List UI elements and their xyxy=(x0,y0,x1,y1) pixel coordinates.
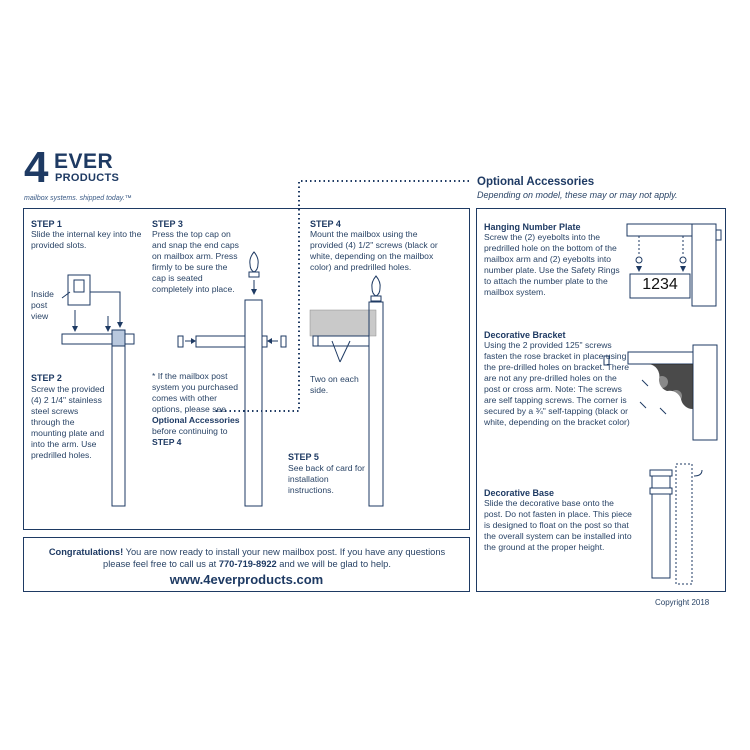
step5-text: See back of card for installation instructions. xyxy=(288,463,365,495)
note-mid: before continuing to xyxy=(152,426,228,436)
optional-accessories-subtitle: Depending on model, these may or may not apply. xyxy=(477,190,678,200)
base-text: Slide the decorative base onto the post. Do not fasten in place. This piece is designed to float on the post so that the overall system can be installed into the ground at the proper height. xyxy=(484,498,632,552)
bracket-title: Decorative Bracket xyxy=(484,330,566,340)
step3-note xyxy=(152,371,244,448)
step3-text: Press the top cap on and snap the end caps on mailbox arm. Press firmly to be sure the cap is seated completely into place. xyxy=(152,229,239,294)
step1-title: STEP 1 xyxy=(31,219,62,229)
step5-title: STEP 5 xyxy=(288,452,319,462)
logo-word-products: PRODUCTS xyxy=(55,172,120,184)
step2-text: Screw the provided (4) 2 1/4" stainless steel screws through the mounting plate and into the arm. Use predrilled holes. xyxy=(31,384,105,460)
copyright: Copyright 2018 xyxy=(655,598,710,607)
note-optional-accessories: Optional Accessories xyxy=(152,415,240,425)
note-step4: STEP 4 xyxy=(152,437,182,447)
congrats-phone[interactable]: 770-719-8922 xyxy=(218,559,277,569)
note-pre: * If the mailbox post system you purchased comes with other options, please see xyxy=(152,371,238,414)
logo-word-ever: EVER xyxy=(54,150,114,173)
optional-accessories-title: Optional Accessories xyxy=(477,176,595,188)
step3-title: STEP 3 xyxy=(152,219,183,229)
step4-title: STEP 4 xyxy=(310,219,341,229)
step1-text: Slide the internal key into the provided slots. xyxy=(31,229,142,250)
hanging-plate-text: Screw the (2) eyebolts into the predrilled hole on the bottom of the mailbox arm and (2) eyebolts into number plate. Use the Safety Rings to attach the number plate to the mailbox system. xyxy=(484,232,620,297)
logo-number: 4 xyxy=(24,143,49,192)
brand-tagline: mailbox systems. shipped today.™ xyxy=(24,195,132,202)
brand-logo xyxy=(24,143,174,196)
step4-text: Mount the mailbox using the provided (4) 1/2" screws (black or white, depending on the mailbox color) and predrilled holes. xyxy=(310,229,438,272)
website-link[interactable]: www.4everproducts.com xyxy=(169,572,324,587)
bracket-text: Using the 2 provided 125" screws fasten the rose bracket in place using the pre-drilled holes on bracket. There are not any pre-drilled holes on the post or cross arm. Note: The screws are self tapping screws. The corner is secured by a ¾" self-tapping (black or white, depending on the bracket color) xyxy=(484,340,630,427)
congrats-text2: and we will be glad to help. xyxy=(276,559,391,569)
number-plate: 1234 xyxy=(642,276,678,293)
base-title: Decorative Base xyxy=(484,488,555,498)
two-on-each-side: Two on each side. xyxy=(310,374,359,395)
congrats-bold: Congratulations! xyxy=(48,547,124,557)
inside-post-label: Inside post view xyxy=(31,289,54,321)
step2-title: STEP 2 xyxy=(31,373,62,383)
congrats-text1: You are now ready to install your new mailbox post. If you have any questions please feel free to call us at xyxy=(103,547,446,569)
hanging-plate-title: Hanging Number Plate xyxy=(484,222,581,232)
congrats-message xyxy=(34,546,460,570)
